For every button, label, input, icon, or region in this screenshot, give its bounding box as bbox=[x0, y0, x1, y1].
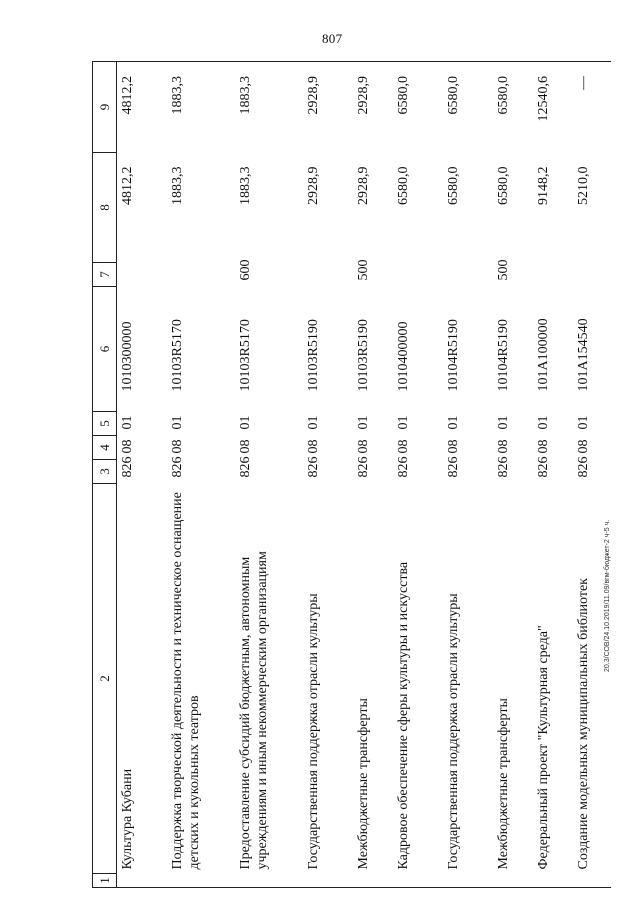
row-c6: 10104R5190 bbox=[495, 319, 511, 392]
row-c8: 6580,0 bbox=[445, 166, 461, 205]
row-c3: 826 bbox=[535, 456, 551, 478]
row-name: Государственная поддержка отрасли культуры bbox=[445, 593, 461, 870]
row-c4: 08 bbox=[305, 439, 321, 454]
column-header-4: 4 bbox=[93, 436, 117, 460]
row-c8: 6580,0 bbox=[495, 166, 511, 205]
row-c8: 1883,3 bbox=[169, 166, 185, 205]
row-c8: 1883,3 bbox=[237, 166, 253, 205]
row-c4: 08 bbox=[495, 439, 511, 454]
row-c9: 2928,9 bbox=[301, 62, 351, 153]
row-c3: 826 bbox=[395, 456, 411, 478]
row-c7 bbox=[571, 263, 611, 287]
row-c7 bbox=[391, 263, 441, 287]
row-name: Межбюджетные трансферты bbox=[355, 698, 371, 870]
row-c6: 10103R5190 bbox=[305, 319, 321, 392]
row-c7 bbox=[165, 263, 233, 287]
row-c7 bbox=[441, 263, 491, 287]
row-c8: 2928,9 bbox=[305, 166, 321, 205]
row-c7: 500 bbox=[495, 259, 511, 281]
row-c3: 826 bbox=[495, 456, 511, 478]
row-c9: 1883,3 bbox=[165, 62, 233, 153]
row-c3: 826 bbox=[305, 456, 321, 478]
row-c3: 826 bbox=[120, 456, 135, 478]
row-c7: 500 bbox=[355, 259, 371, 281]
column-header-7: 7 bbox=[93, 263, 117, 287]
column-header-3: 3 bbox=[93, 460, 117, 484]
row-c4: 08 bbox=[535, 439, 551, 454]
row-c5: 01 bbox=[575, 415, 591, 430]
document-stamp: 20.3/СОВ/24.10.2019/11.09/вгм-бюджет-2 ч-5 ч. bbox=[604, 519, 611, 672]
row-c5: 01 bbox=[237, 415, 253, 430]
row-c5: 01 bbox=[535, 415, 551, 430]
rotated-table-wrapper bbox=[92, 62, 591, 888]
column-header-6: 6 bbox=[93, 287, 117, 412]
table-row bbox=[491, 62, 531, 888]
row-c6: 101A154540 bbox=[575, 318, 591, 392]
row-c4: 08 bbox=[237, 439, 253, 454]
row-c6: 10103R5170 bbox=[237, 319, 253, 392]
row-c7: 600 bbox=[237, 259, 253, 281]
row-c7 bbox=[117, 263, 165, 287]
row-c6: 1010300000 bbox=[120, 321, 135, 392]
row-c4: 08 bbox=[445, 439, 461, 454]
row-c4: 08 bbox=[575, 439, 591, 454]
row-c3: 826 bbox=[355, 456, 371, 478]
row-c9: 6580,0 bbox=[391, 62, 441, 153]
column-header-8: 8 bbox=[93, 153, 117, 263]
row-c5: 01 bbox=[120, 415, 135, 430]
table-row bbox=[531, 62, 571, 888]
row-c3: 826 bbox=[575, 456, 591, 478]
row-c3: 826 bbox=[169, 456, 185, 478]
table-row bbox=[351, 62, 391, 888]
table-row bbox=[441, 62, 491, 888]
column-header-2: 2 bbox=[93, 484, 117, 874]
row-c9: 6580,0 bbox=[491, 62, 531, 153]
row-c5: 01 bbox=[305, 415, 321, 430]
row-c8: 4812,2 bbox=[120, 166, 135, 205]
row-c8: 2928,9 bbox=[355, 166, 371, 205]
row-c3: 826 bbox=[237, 456, 253, 478]
page-number: 807 bbox=[322, 31, 343, 46]
table-row bbox=[165, 62, 233, 888]
row-name: Культура Кубани bbox=[120, 768, 135, 870]
row-c8: 5210,0 bbox=[575, 166, 591, 205]
row-c9: 2928,9 bbox=[351, 62, 391, 153]
row-c8: 6580,0 bbox=[395, 166, 411, 205]
column-header-5: 5 bbox=[93, 412, 117, 436]
column-header-1: 1 bbox=[93, 874, 117, 888]
table-row bbox=[391, 62, 441, 888]
row-c5: 01 bbox=[395, 415, 411, 430]
row-name: Государственная поддержка отрасли культуры bbox=[305, 593, 321, 870]
row-c7 bbox=[301, 263, 351, 287]
table-row bbox=[301, 62, 351, 888]
row-name: Межбюджетные трансферты bbox=[495, 698, 511, 870]
header-row bbox=[93, 62, 117, 888]
row-c4: 08 bbox=[395, 439, 411, 454]
row-name: Поддержка творческой деятельности и техническое оснащение детских и кукольных театров bbox=[169, 492, 202, 870]
row-c9: 4812,2 bbox=[117, 62, 165, 153]
row-c5: 01 bbox=[169, 415, 185, 430]
row-c6: 10104R5190 bbox=[445, 319, 461, 392]
table-row bbox=[233, 62, 301, 888]
row-c4: 08 bbox=[355, 439, 371, 454]
row-c4: 08 bbox=[169, 439, 185, 454]
row-c6: 10103R5190 bbox=[355, 319, 371, 392]
table-row bbox=[117, 62, 165, 888]
row-name: Создание модельных муниципальных библиотек bbox=[575, 578, 591, 870]
row-c6: 1010400000 bbox=[395, 321, 411, 392]
row-name: Предоставление субсидий бюджетным, автономным учреждениям и иным некоммерческим организациям bbox=[237, 551, 270, 870]
budget-table bbox=[92, 61, 611, 888]
row-c9: 12540,6 bbox=[531, 62, 571, 153]
row-c8: 9148,2 bbox=[535, 166, 551, 205]
row-c6: 101A100000 bbox=[535, 318, 551, 392]
row-c5: 01 bbox=[355, 415, 371, 430]
row-name: Федеральный проект "Культурная среда" bbox=[535, 625, 551, 870]
row-c9: 1883,3 bbox=[233, 62, 301, 153]
row-c9: 6580,0 bbox=[441, 62, 491, 153]
row-c3: 826 bbox=[445, 456, 461, 478]
row-name: Кадровое обеспечение сферы культуры и искусства bbox=[395, 561, 411, 870]
row-c7 bbox=[531, 263, 571, 287]
row-c6: 10103R5170 bbox=[169, 319, 185, 392]
row-c5: 01 bbox=[495, 415, 511, 430]
row-c5: 01 bbox=[445, 415, 461, 430]
row-c4: 08 bbox=[120, 439, 135, 454]
row-c9: — bbox=[571, 62, 611, 153]
column-header-9: 9 bbox=[93, 62, 117, 153]
